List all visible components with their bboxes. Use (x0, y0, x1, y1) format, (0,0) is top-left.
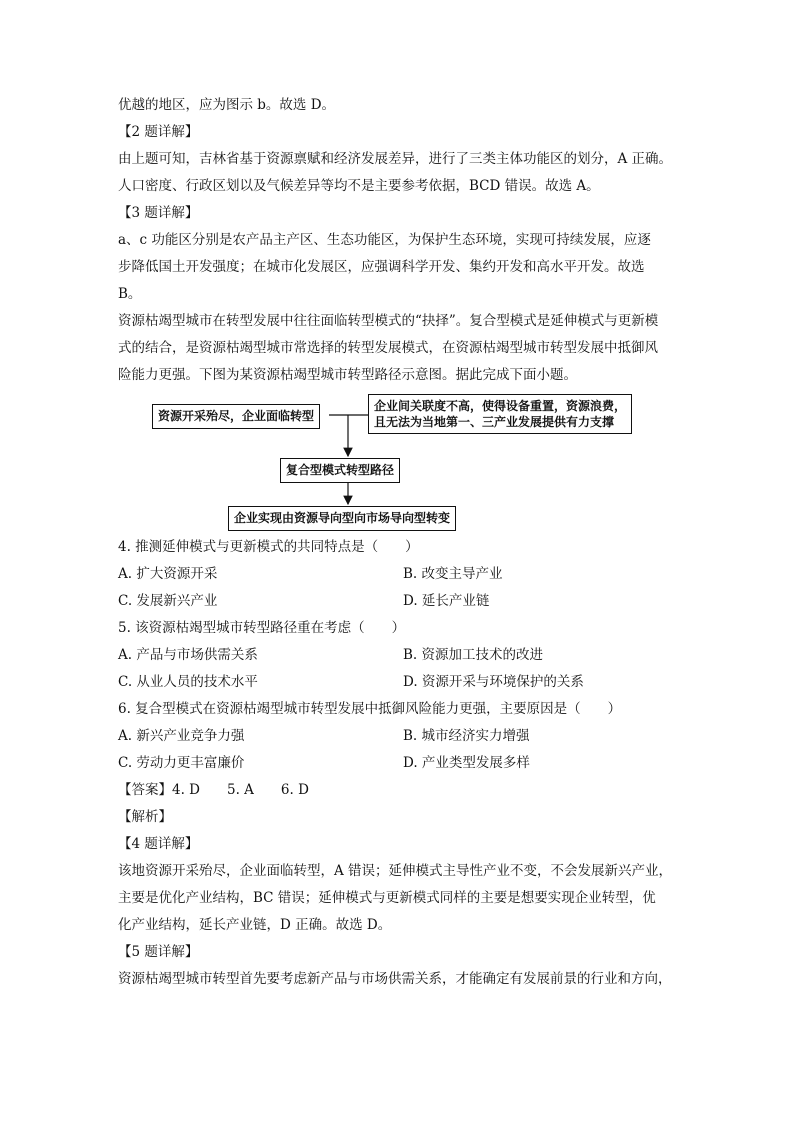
answer-line: 【答案】4. D 5. A 6. D (118, 782, 309, 798)
box-resource-depletion: 资源开采殆尽，企业面临转型 (152, 404, 320, 429)
question-6 (118, 696, 678, 777)
option-c: C. 发展新兴产业 (118, 593, 218, 609)
option-c: C. 劳动力更丰富廉价 (118, 755, 245, 771)
text-line: B。 (118, 286, 142, 302)
text-line: 该地资源开采殆尽，企业面临转型，A 错误；延伸模式主导性产业不变，不会发展新兴产业， (118, 863, 673, 879)
option-d: D. 产业类型发展多样 (403, 755, 530, 771)
question-4 (118, 534, 678, 615)
section-heading: 【2 题详解】 (118, 124, 199, 140)
text-line: 险能力更强。下图为某资源枯竭型城市转型路径示意图。据此完成下面小题。 (118, 367, 577, 383)
option-c: C. 从业人员的技术水平 (118, 674, 258, 690)
text-line: a、c 功能区分别是农产品主产区、生态功能区，为保护生态环境，实现可持续发展，应逐 (118, 232, 651, 248)
box-line: 企业间关联度不高，使得设备重置，资源浪费， (374, 399, 627, 413)
option-d: D. 资源开采与环境保护的关系 (403, 674, 584, 690)
section-heading: 【4 题详解】 (118, 836, 199, 852)
section-heading: 【5 题详解】 (118, 944, 199, 960)
option-a: A. 新兴产业竞争力强 (118, 728, 245, 744)
text-line: 人口密度、行政区划以及气候差异等均不是主要参考依据，BCD 错误。故选 A。 (118, 178, 600, 194)
document-page (118, 92, 678, 993)
box-line: 且无法为当地第一、三产业发展提供有力支撑 (374, 415, 615, 429)
text-line: 式的结合，是资源枯竭型城市常选择的转型发展模式，在资源枯竭型城市转型发展中抵御风 (118, 340, 658, 356)
question-stem: 5. 该资源枯竭型城市转型路径重在考虑（ ） (118, 620, 406, 636)
option-b: B. 城市经济实力增强 (403, 728, 530, 744)
option-d: D. 延长产业链 (403, 593, 490, 609)
option-b: B. 资源加工技术的改进 (403, 647, 544, 663)
text-line: 由上题可知，吉林省基于资源禀赋和经济发展差异，进行了三类主体功能区的划分，A 正确。 (118, 151, 673, 167)
text-line: 主要是优化产业结构，BC 错误；延伸模式与更新模式同样的主要是想要实现企业转型，优 (118, 890, 656, 906)
text-line: 步降低国土开发强度；在城市化发展区，应强调科学开发、集约开发和高水平开发。故选 (118, 259, 645, 275)
text-line: 优越的地区，应为图示 b。故选 D。 (118, 97, 336, 113)
box-market-oriented: 企业实现由资源导向型向市场导向型转变 (228, 506, 456, 531)
question-stem: 6. 复合型模式在资源枯竭型城市转型发展中抵御风险能力更强，主要原因是（ ） (118, 701, 622, 717)
section-heading: 【3 题详解】 (118, 205, 199, 221)
text-line: 资源枯竭型城市转型首先要考虑新产品与市场供需关系，才能确定有发展前景的行业和方向， (118, 971, 672, 987)
option-a: A. 扩大资源开采 (118, 566, 218, 582)
transformation-path-diagram (118, 392, 678, 532)
option-b: B. 改变主导产业 (403, 566, 503, 582)
text-line: 资源枯竭型城市在转型发展中往往面临转型模式的“抉择”。复合型模式是延伸模式与更新模 (118, 313, 659, 329)
text-line: 化产业结构，延长产业链，D 正确。故选 D。 (118, 917, 392, 933)
section-heading: 【解析】 (118, 809, 172, 825)
question-stem: 4. 推测延伸模式与更新模式的共同特点是（ ） (118, 539, 419, 555)
box-composite-path: 复合型模式转型路径 (280, 458, 400, 483)
option-a: A. 产品与市场供需关系 (118, 647, 258, 663)
question-5 (118, 615, 678, 696)
box-enterprise-problem (368, 394, 632, 434)
